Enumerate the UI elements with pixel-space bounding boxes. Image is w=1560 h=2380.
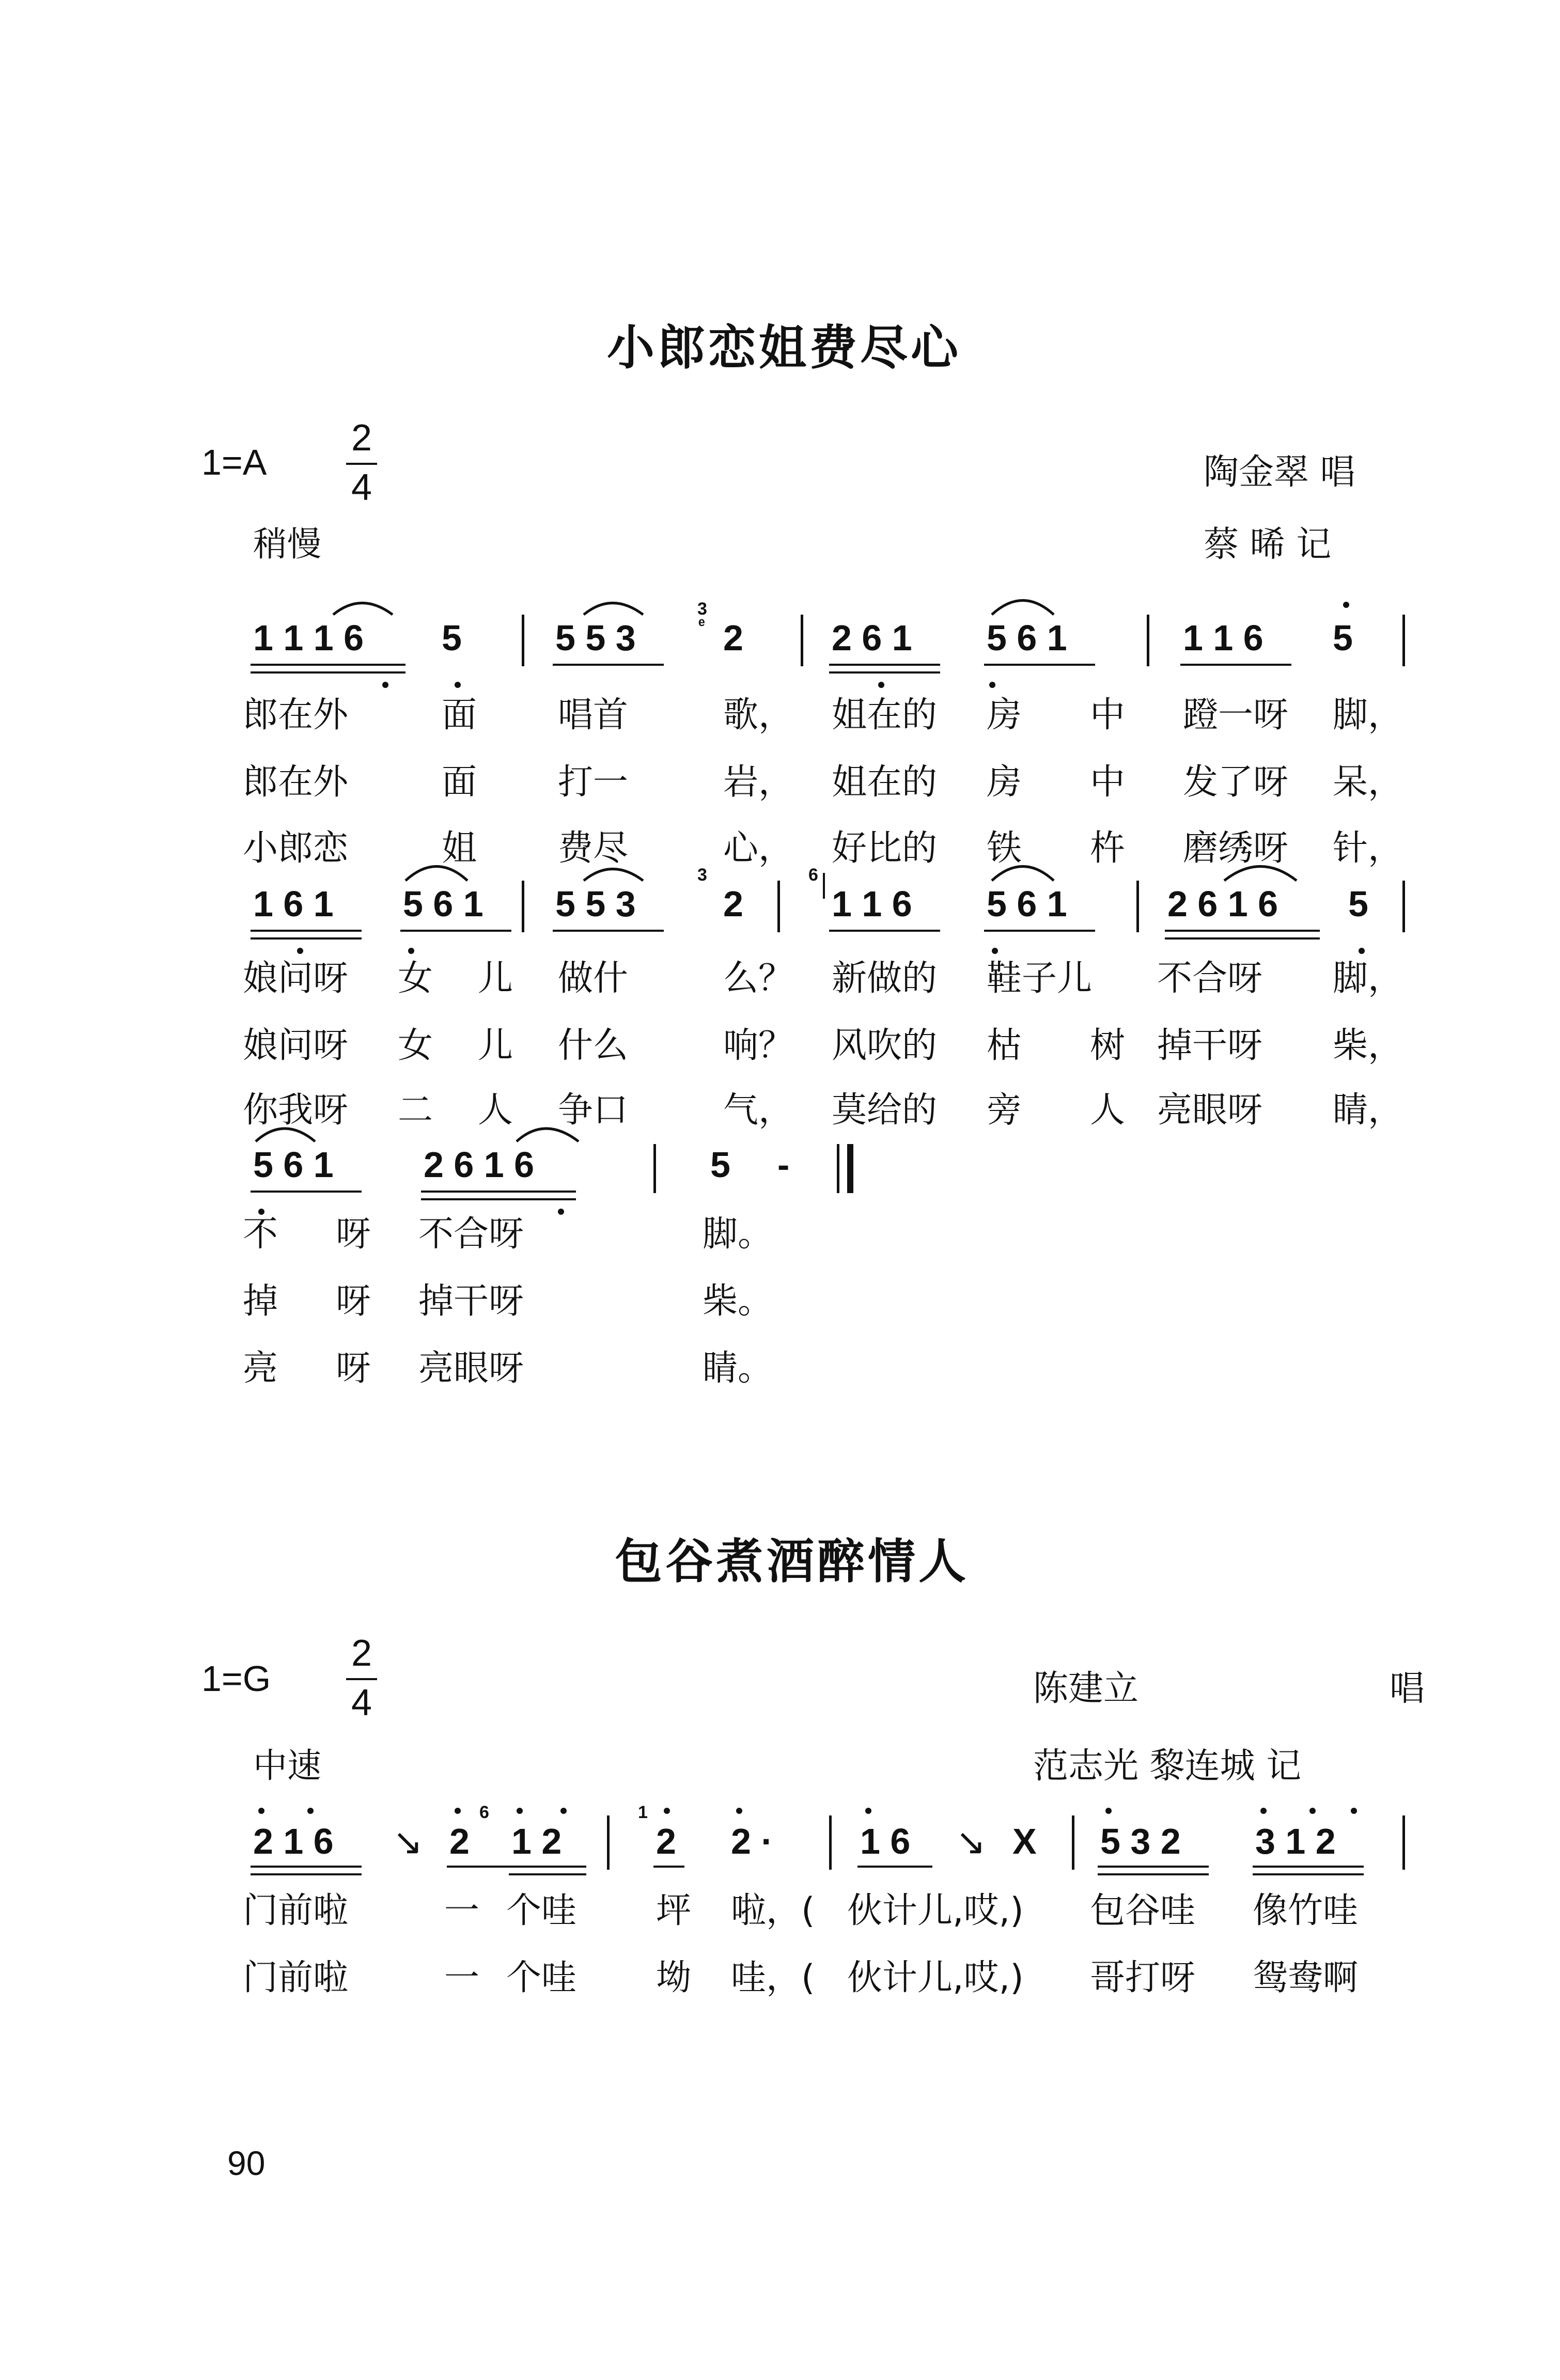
song1-singer: 陶金翠 唱 <box>1204 452 1355 493</box>
lyric: 歌， <box>723 695 794 735</box>
lyric: 哥打呀 <box>1090 1958 1196 1998</box>
lyric: 不合呀 <box>1157 958 1263 999</box>
note-group: 1 1 1 6 <box>253 618 364 658</box>
lyric: 柴， <box>1333 1025 1403 1066</box>
note-group: 5 <box>1348 884 1368 924</box>
note-group: 2 <box>656 1821 676 1861</box>
lyric: 费尽 <box>558 828 629 869</box>
song1-title: 小郎恋姐费尽心 <box>607 320 962 375</box>
note-group: 1 6 1 <box>253 884 334 924</box>
note-group: 5 6 1 <box>987 884 1067 924</box>
note-group: 2 6 1 6 <box>424 1145 535 1185</box>
lyric: 个哇 <box>506 1890 577 1931</box>
lyric: 鸳鸯啊 <box>1253 1958 1359 1998</box>
note-group: 5 <box>442 618 462 658</box>
time-top: 2 <box>351 417 372 459</box>
note-group: 3 1 2 <box>1255 1821 1336 1861</box>
lyric: 风吹的 <box>832 1025 938 1066</box>
note-group: 1 1 6 <box>832 884 912 924</box>
lyric: 唱首 <box>558 695 629 735</box>
grace-note: 6 <box>479 1803 489 1822</box>
lyric: 亮眼呀 <box>1157 1090 1263 1131</box>
lyric: 呀 <box>336 1214 371 1255</box>
lyric: 包谷哇 <box>1090 1890 1196 1931</box>
lyric: 坳 <box>656 1958 692 1998</box>
lyric: 莫给的 <box>832 1090 938 1131</box>
lyric: 响？ <box>723 1025 794 1066</box>
lyric: 脚。 <box>703 1214 773 1255</box>
lyric: 新做的 <box>832 958 938 999</box>
time-bottom: 4 <box>351 1682 372 1724</box>
lyric: 伙计儿,哎,) <box>847 1958 1024 1998</box>
note-group: 2 6 1 6 <box>1167 884 1278 924</box>
lyric: 面 <box>442 695 477 735</box>
lyric: 女 <box>398 1025 433 1066</box>
lyric: 树 <box>1090 1025 1126 1066</box>
lyric: 杵 <box>1090 828 1126 869</box>
lyric: 亮 <box>243 1348 278 1389</box>
lyric: 什么 <box>558 1025 629 1066</box>
note-group: 5 6 1 <box>253 1145 334 1185</box>
slur <box>584 869 643 881</box>
lyric: 中 <box>1090 695 1126 735</box>
lyric: 打一 <box>558 762 629 803</box>
song1-key: 1=A <box>201 442 267 482</box>
note-group: 5 <box>1333 618 1353 658</box>
lyric: 不 <box>243 1214 278 1255</box>
lyric: 女 <box>398 958 433 999</box>
lyric: 掉干呀 <box>1157 1025 1263 1066</box>
lyric: 郎在外 <box>243 762 349 803</box>
note-group: 1 6 <box>860 1821 911 1861</box>
note-group: 5 3 2 <box>1100 1821 1181 1861</box>
grace-mark: ᵉ <box>698 615 705 634</box>
lyric: 掉 <box>243 1281 278 1322</box>
note-group: 2 <box>449 1821 470 1861</box>
lyric: 娘问呀 <box>243 958 349 999</box>
slide-arrow: ↘ <box>393 1822 423 1862</box>
song2-singer-suffix: 唱 <box>1390 1668 1425 1709</box>
slur <box>517 1129 579 1141</box>
page-number: 90 <box>227 2144 266 2182</box>
lyric: 睛， <box>1333 1090 1403 1131</box>
lyric: 房 <box>987 762 1022 803</box>
song2-key: 1=G <box>201 1658 271 1699</box>
time-top: 2 <box>351 1633 372 1674</box>
slide-arrow: ↘ <box>956 1822 986 1862</box>
lyric: 柴。 <box>703 1281 773 1322</box>
lyric: 针， <box>1333 828 1403 869</box>
grace-note: 3 <box>697 599 707 619</box>
time-bottom: 4 <box>351 467 372 508</box>
lyric: 人 <box>1090 1090 1126 1131</box>
lyric: 气， <box>723 1090 794 1131</box>
song2-tempo: 中速 <box>253 1746 321 1786</box>
note-group: 5 <box>710 1145 730 1185</box>
lyric: 你我呀 <box>243 1090 349 1131</box>
lyric: 心， <box>723 828 794 869</box>
lyric: 呀 <box>336 1348 371 1389</box>
lyric: 枯 <box>987 1025 1022 1066</box>
grace-note: 6 <box>808 865 818 885</box>
lyric: 脚， <box>1333 695 1403 735</box>
lyric: 啦，( <box>731 1890 815 1931</box>
lyric: 一 <box>444 1958 480 1998</box>
note-group: 5 5 3 <box>555 618 636 658</box>
grace-note: 3 <box>697 865 707 885</box>
lyric: 鞋子儿 <box>987 958 1093 999</box>
lyric: 娘问呀 <box>243 1025 349 1066</box>
lyric: 个哇 <box>506 1958 577 1998</box>
lyric: 像竹哇 <box>1253 1890 1359 1931</box>
lyric: 姐在的 <box>832 762 938 803</box>
lyric: 儿 <box>478 958 513 999</box>
slur <box>584 603 643 615</box>
lyric: 郎在外 <box>243 695 349 735</box>
lyric: 岩， <box>723 762 794 803</box>
note-group: 5 6 1 <box>403 884 483 924</box>
lyric: 做什 <box>558 958 629 999</box>
lyric: 争口 <box>558 1090 629 1131</box>
song1-recorder: 蔡 晞 记 <box>1204 524 1332 565</box>
lyric: 哇，( <box>731 1958 815 1998</box>
lyric: 好比的 <box>832 828 938 869</box>
lyric: 二 <box>398 1090 433 1131</box>
note-group: 1 1 6 <box>1183 618 1263 658</box>
note-group: 2 1 6 <box>253 1821 334 1861</box>
lyric: 不合呀 <box>418 1214 524 1255</box>
lyric: 门前啦 <box>243 1958 349 1998</box>
note-group: - <box>777 1145 790 1185</box>
slur <box>992 601 1054 615</box>
note-group: 2 6 1 <box>832 618 912 658</box>
lyric: 面 <box>442 762 477 803</box>
note-group: 2 <box>723 618 743 658</box>
lyric: 儿 <box>478 1025 513 1066</box>
lyric: 么？ <box>723 958 794 999</box>
lyric: 发了呀 <box>1183 762 1289 803</box>
lyric: 呀 <box>336 1281 371 1322</box>
note-group: 2 <box>723 884 743 924</box>
lyric: 门前啦 <box>243 1890 349 1931</box>
slur <box>256 1129 315 1141</box>
note-group: 1 2 <box>511 1821 562 1861</box>
lyric: 呆， <box>1333 762 1403 803</box>
lyric: 小郎恋 <box>243 828 349 869</box>
lyric: 中 <box>1090 762 1126 803</box>
lyric: 旁 <box>987 1090 1022 1131</box>
note-group: 2 · <box>731 1821 773 1861</box>
lyric: 姐在的 <box>832 695 938 735</box>
grace-note: 1 <box>638 1803 648 1822</box>
lyric: 房 <box>987 695 1022 735</box>
song2-title: 包谷煮酒醉情人 <box>615 1534 970 1589</box>
lyric: 脚， <box>1333 958 1403 999</box>
slur <box>1224 867 1297 881</box>
slur <box>405 867 467 881</box>
lyric: 坪 <box>656 1890 692 1931</box>
lyric: 姐 <box>442 828 477 869</box>
lyric: 睛。 <box>703 1348 773 1389</box>
song2-singer: 陈建立 <box>1033 1668 1139 1709</box>
slur <box>992 867 1054 881</box>
lyric: 蹬一呀 <box>1183 695 1289 735</box>
note-group: X <box>1012 1821 1037 1861</box>
lyric: 人 <box>478 1090 513 1131</box>
lyric: 亮眼呀 <box>418 1348 524 1389</box>
slur <box>333 603 393 615</box>
lyric: 掉干呀 <box>418 1281 524 1322</box>
note-group: 5 5 3 <box>555 884 636 924</box>
lyric: 一 <box>444 1890 480 1931</box>
song1-tempo: 稍慢 <box>253 524 321 564</box>
song2-recorder: 范志光 黎连城 记 <box>1033 1746 1302 1787</box>
lyric: 磨绣呀 <box>1183 828 1289 869</box>
lyric: 铁 <box>987 828 1022 869</box>
note-group: 5 6 1 <box>987 618 1067 658</box>
lyric: 伙计儿,哎,) <box>847 1890 1024 1931</box>
